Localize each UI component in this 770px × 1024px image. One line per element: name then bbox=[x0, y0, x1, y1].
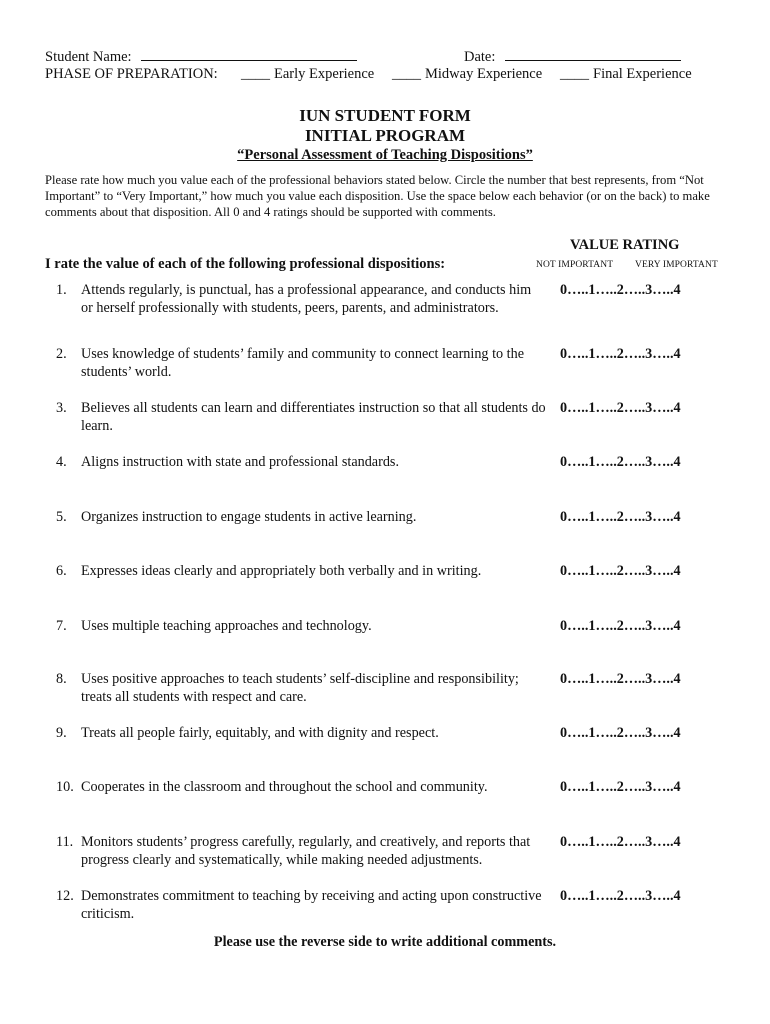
item-text: Uses multiple teaching approaches and technology. bbox=[81, 618, 372, 634]
phase-midway-label: Midway Experience bbox=[425, 66, 543, 82]
not-important-label: NOT IMPORTANT bbox=[536, 260, 614, 270]
rating-scale[interactable]: 0…..1…..2…..3…..4 bbox=[560, 346, 681, 362]
rating-scale[interactable]: 0…..1…..2…..3…..4 bbox=[560, 400, 681, 416]
item-text: Uses positive approaches to teach students’ self-discipline and responsibility; treats all students with respect and care. bbox=[81, 671, 519, 705]
rating-scale[interactable]: 0…..1…..2…..3…..4 bbox=[560, 779, 681, 795]
item-text: Monitors students’ progress carefully, regularly, and creatively, and reports that progress clearly and systematically, while making needed adjustments. bbox=[81, 834, 531, 868]
item-text: Attends regularly, is punctual, has a professional appearance, and conducts him or herself professionally with students, peers, parents, and administrators. bbox=[81, 282, 532, 316]
item-number: 7. bbox=[56, 618, 67, 634]
value-rating-heading: VALUE RATING bbox=[570, 237, 680, 253]
date-row bbox=[464, 47, 681, 66]
item-text: Treats all people fairly, equitably, and with dignity and respect. bbox=[81, 725, 439, 741]
item-text: Demonstrates commitment to teaching by receiving and acting upon constructive criticism. bbox=[81, 888, 542, 922]
student-name-label: Student Name: bbox=[45, 49, 132, 65]
item-number: 10. bbox=[56, 779, 74, 795]
item-text: Uses knowledge of students’ family and community to connect learning to the students’ world. bbox=[81, 346, 524, 380]
rating-prompt: I rate the value of each of the following professional dispositions: bbox=[45, 256, 446, 272]
phase-early-blank[interactable]: ____ bbox=[241, 66, 270, 82]
student-name-row bbox=[45, 47, 357, 66]
item-text: Expresses ideas clearly and appropriately both verbally and in writing. bbox=[81, 563, 482, 579]
phase-final-label: Final Experience bbox=[593, 66, 692, 82]
rating-scale[interactable]: 0…..1…..2…..3…..4 bbox=[560, 618, 681, 634]
rating-scale[interactable]: 0…..1…..2…..3…..4 bbox=[560, 834, 681, 850]
item-text: Cooperates in the classroom and throughout the school and community. bbox=[81, 779, 488, 795]
phase-label: PHASE OF PREPARATION: bbox=[45, 66, 218, 82]
rating-scale[interactable]: 0…..1…..2…..3…..4 bbox=[560, 509, 681, 525]
program-title: INITIAL PROGRAM bbox=[304, 126, 466, 145]
student-name-field[interactable] bbox=[141, 47, 357, 61]
rating-scale[interactable]: 0…..1…..2…..3…..4 bbox=[560, 671, 681, 687]
rating-scale[interactable]: 0…..1…..2…..3…..4 bbox=[560, 725, 681, 741]
item-number: 6. bbox=[56, 563, 67, 579]
item-text: Organizes instruction to engage students in active learning. bbox=[81, 509, 417, 525]
item-number: 9. bbox=[56, 725, 67, 741]
date-field[interactable] bbox=[505, 47, 681, 61]
rating-scale[interactable]: 0…..1…..2…..3…..4 bbox=[560, 454, 681, 470]
footer-note: Please use the reverse side to write additional comments. bbox=[213, 934, 557, 950]
form-title: IUN STUDENT FORM bbox=[299, 106, 471, 125]
instructions-paragraph: Please rate how much you value each of the professional behaviors stated below. Circle the number that best represents, from “Not Important” to “Very Important,” how much you value each disposition. Use the space below each behavior (or on the back) to make comments about that disposition. All 0 and 4 ratings should be supported with comments. bbox=[45, 173, 710, 220]
phase-early-label: Early Experience bbox=[274, 66, 375, 82]
item-number: 3. bbox=[56, 400, 67, 416]
item-number: 1. bbox=[56, 282, 67, 298]
item-number: 5. bbox=[56, 509, 67, 525]
item-text: Believes all students can learn and differentiates instruction so that all students do learn. bbox=[81, 400, 546, 434]
rating-scale[interactable]: 0…..1…..2…..3…..4 bbox=[560, 563, 681, 579]
very-important-label: VERY IMPORTANT bbox=[635, 260, 718, 270]
item-text: Aligns instruction with state and professional standards. bbox=[81, 454, 399, 470]
date-label: Date: bbox=[464, 49, 496, 65]
item-number: 12. bbox=[56, 888, 74, 904]
rating-scale[interactable]: 0…..1…..2…..3…..4 bbox=[560, 888, 681, 904]
phase-final-blank[interactable]: ____ bbox=[560, 66, 589, 82]
phase-midway-blank[interactable]: ____ bbox=[392, 66, 421, 82]
item-number: 2. bbox=[56, 346, 67, 362]
form-subtitle: “Personal Assessment of Teaching Dispositions” bbox=[237, 147, 533, 163]
item-number: 11. bbox=[56, 834, 74, 850]
rating-scale[interactable]: 0…..1…..2…..3…..4 bbox=[560, 282, 681, 298]
item-number: 4. bbox=[56, 454, 67, 470]
item-number: 8. bbox=[56, 671, 67, 687]
